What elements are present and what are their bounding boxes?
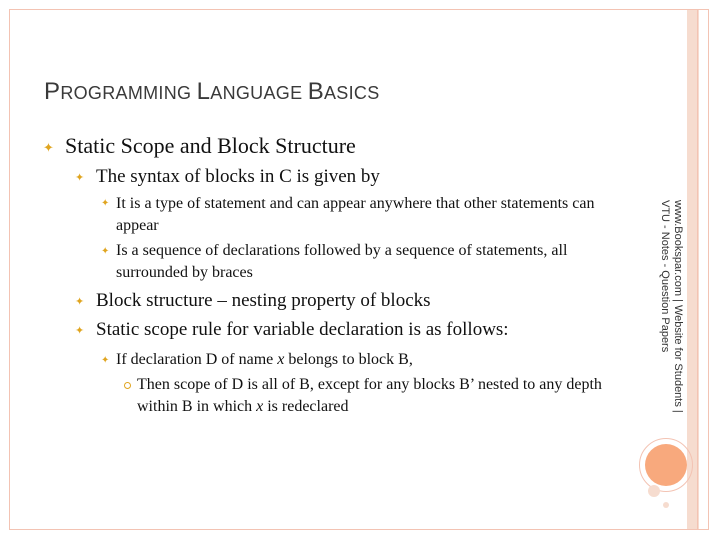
decorative-circle [645,444,687,486]
diamond-bullet-icon: ✦ [75,172,85,184]
syntax-bullet: The syntax of blocks in C is given by [96,166,380,187]
scope-detail-line1: Then scope of D is all of B, except for any blocks B’ nested to any depth [137,376,602,393]
title-part: P [44,78,61,105]
diamond-bullet-icon: ✦ [101,355,110,366]
scope-detail-text: is redeclared [263,398,349,415]
title-part: ASICS [324,83,380,103]
sidebar-note-line2: VTU - Notes - Question Papers [659,200,671,353]
declaration-var: x [277,351,285,368]
sidebar-note [653,200,684,413]
scope-detail-text: within B in which [137,398,257,415]
title-part: ROGRAMMING [60,83,197,103]
title-part: ANGUAGE [210,83,308,103]
title-part: B [307,78,324,105]
syntax-item-1-cont: appear [116,217,159,234]
syntax-item-2-cont: surrounded by braces [116,264,253,281]
diamond-bullet-icon: ✦ [101,198,110,209]
decorative-tiny-circle [663,502,669,508]
sidebar-note-line1: www.Bookspar.com | Website for Students | [672,200,684,413]
syntax-item-2: Is a sequence of declarations followed by a sequence of statements, all [116,242,568,259]
scope-detail-var: x [256,398,264,415]
slide-title [44,78,380,106]
syntax-item-1: It is a type of statement and can appear anywhere that other statements can [116,195,595,212]
diamond-bullet-icon: ✦ [75,325,85,337]
declaration-item [116,351,413,369]
decorative-side-line [697,10,698,529]
block-structure-bullet: Block structure – nesting property of blocks [96,290,431,311]
title-part: L [196,78,211,105]
heading-bullet: Static Scope and Block Structure [65,133,356,158]
decorative-small-circle [648,485,660,497]
diamond-bullet-icon: ✦ [75,296,85,308]
scope-detail-line2 [137,398,349,416]
ring-bullet-icon [124,382,131,389]
declaration-text: If declaration D of name [116,351,278,368]
declaration-text: belongs to block B, [284,351,413,368]
scope-rule-bullet: Static scope rule for variable declaration is as follows: [96,319,509,340]
diamond-bullet-icon: ✦ [101,246,110,257]
diamond-bullet-icon: ✦ [43,140,54,155]
